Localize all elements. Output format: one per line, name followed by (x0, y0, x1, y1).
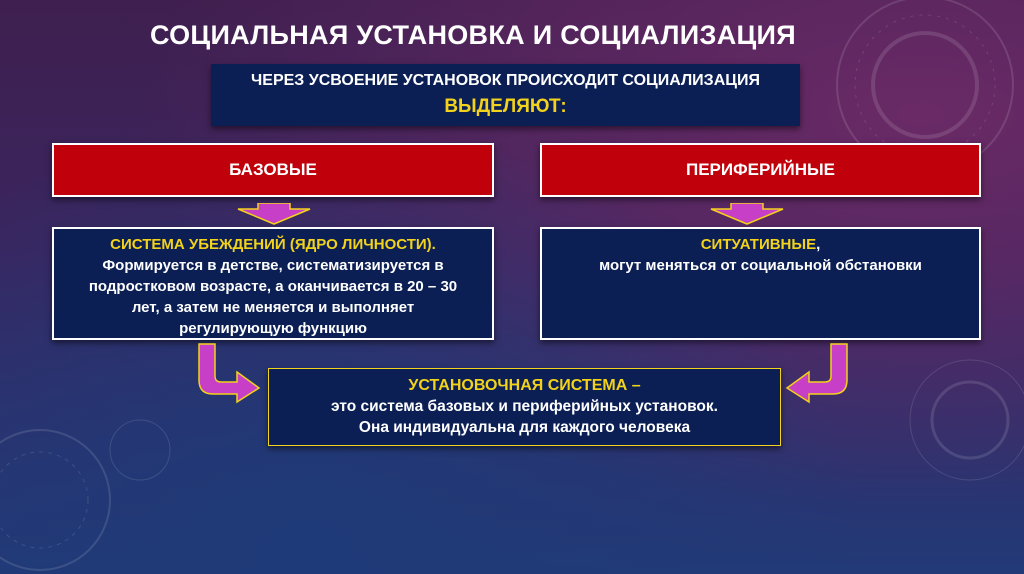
peripheral-header (540, 143, 981, 197)
arrow-down-icon (709, 203, 785, 225)
bent-arrow-right-icon (193, 342, 261, 404)
peripheral-description-line: могут меняться от социальной обстановки (599, 257, 922, 274)
basic-description-heading: СИСТЕМА УБЕЖДЕНИЙ (ЯДРО ЛИЧНОСТИ). (110, 236, 436, 253)
slide-title: СОЦИАЛЬНАЯ УСТАНОВКА И СОЦИАЛИЗАЦИЯ (150, 20, 796, 50)
basic-description-line: регулирующую функцию (179, 320, 367, 337)
basic-description-box (52, 227, 494, 340)
basic-description-line: лет, а затем не меняется и выполняет (131, 299, 415, 316)
peripheral-description-box (540, 227, 981, 340)
summary-line-1: это система базовых и периферийных установок. (331, 398, 718, 415)
intro-highlight: ВЫДЕЛЯЮТ: (444, 96, 567, 117)
basic-header-label: БАЗОВЫЕ (229, 160, 317, 179)
summary-line-2: Она индивидуальна для каждого человека (358, 419, 691, 436)
summary-box (268, 368, 781, 446)
arrow-down-icon (236, 203, 312, 225)
intro-text: ЧЕРЕЗ УСВОЕНИЕ УСТАНОВОК ПРОИСХОДИТ СОЦИАЛИЗАЦИЯ (251, 72, 760, 89)
basic-header (52, 143, 494, 197)
peripheral-header-label: ПЕРИФЕРИЙНЫЕ (686, 160, 835, 179)
peripheral-heading-comma: , (816, 236, 821, 253)
basic-description-line: подростковом возрасте, а оканчивается в 20 – 30 (88, 278, 458, 295)
bent-arrow-left-icon (785, 342, 853, 404)
peripheral-description-heading: СИТУАТИВНЫЕ (700, 236, 817, 253)
basic-description-line: Формируется в детстве, систематизируется в (102, 257, 444, 274)
summary-heading: УСТАНОВОЧНАЯ СИСТЕМА – (408, 377, 641, 394)
intro-box (211, 64, 800, 126)
